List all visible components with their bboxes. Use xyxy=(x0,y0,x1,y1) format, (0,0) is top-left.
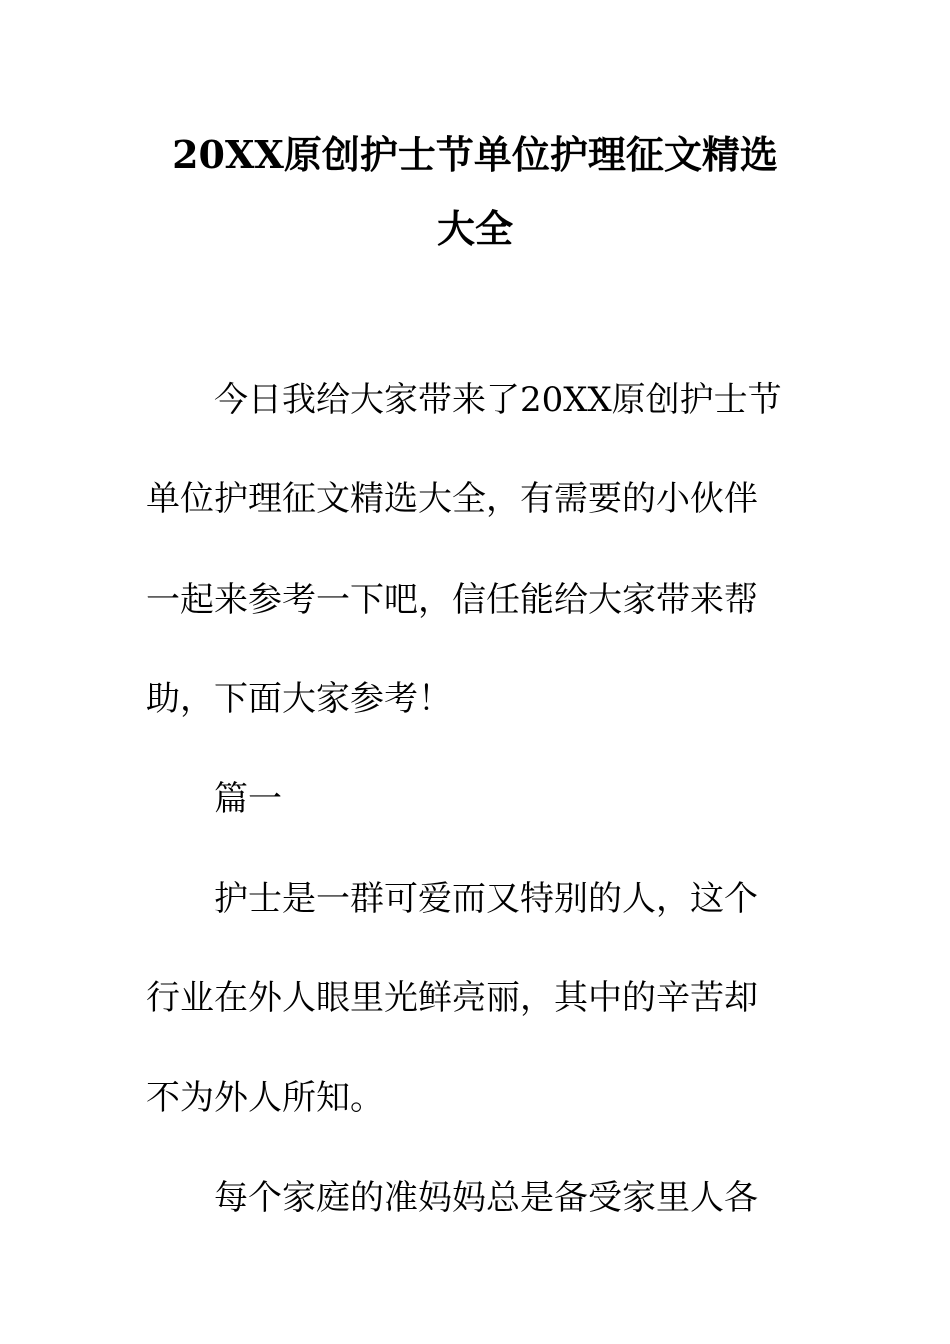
section-heading: 篇一 xyxy=(214,779,282,819)
body-line-7: 行业在外人眼里光鲜亮丽，其中的辛苦却 xyxy=(146,978,758,1018)
body-line-3: 一起来参考一下吧，信任能给大家带来帮 xyxy=(146,580,758,620)
body-line-1: 今日我给大家带来了20XX原创护士节 xyxy=(214,380,782,420)
body-line-2: 单位护理征文精选大全，有需要的小伙伴 xyxy=(146,479,758,519)
document-title-line-1: 20XX原创护士节单位护理征文精选 xyxy=(172,132,778,177)
body-line-6: 护士是一群可爱而又特别的人，这个 xyxy=(214,879,758,919)
body-line-4: 助，下面大家参考！ xyxy=(146,679,452,719)
body-line-8: 不为外人所知。 xyxy=(146,1078,384,1118)
body-line-9: 每个家庭的准妈妈总是备受家里人各 xyxy=(214,1178,758,1218)
document-title-line-2: 大全 xyxy=(436,206,513,251)
